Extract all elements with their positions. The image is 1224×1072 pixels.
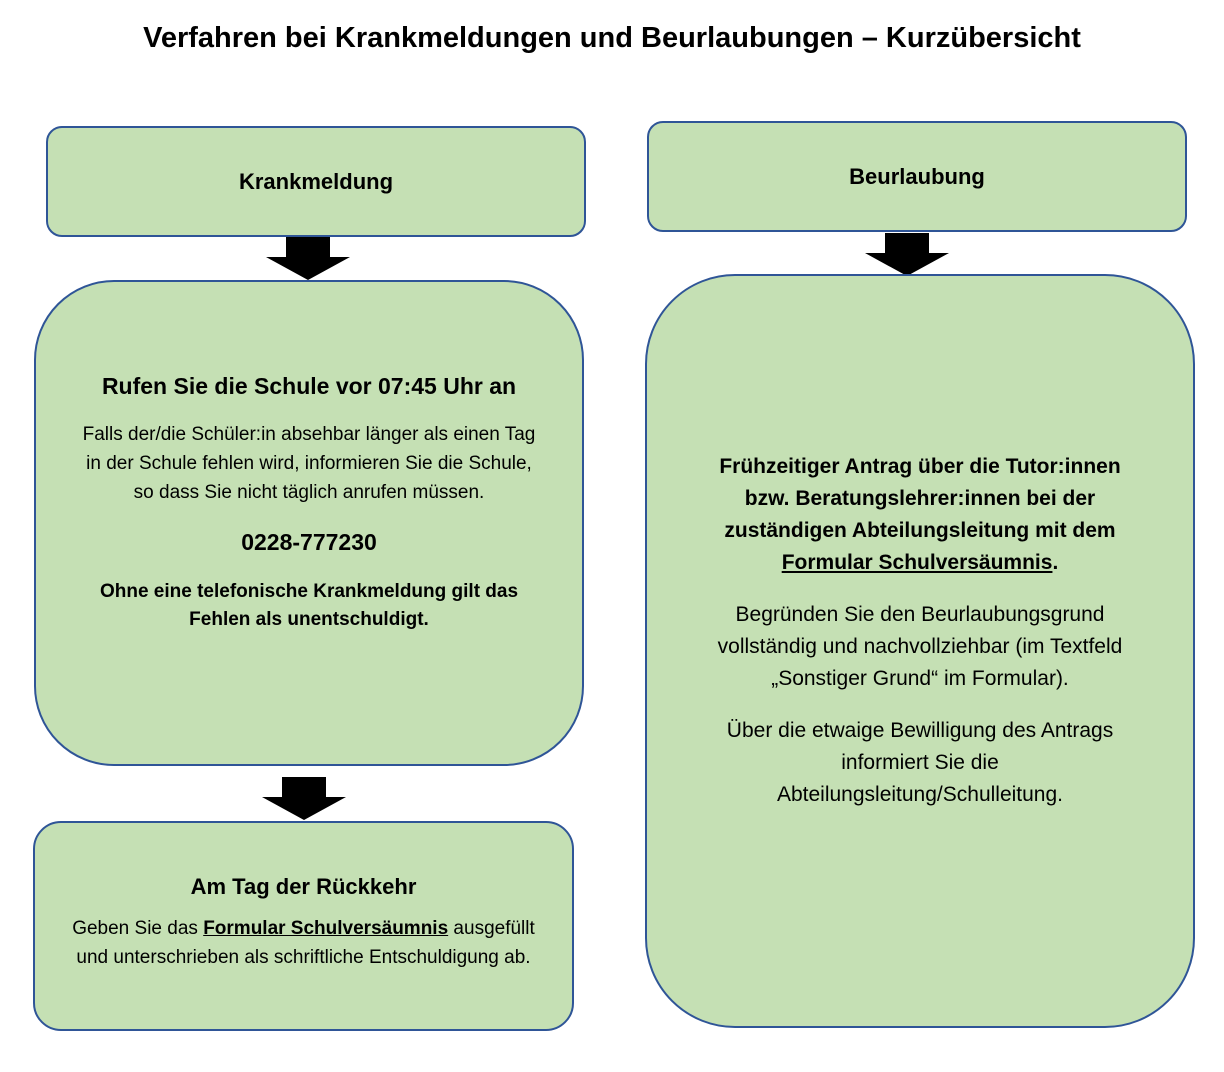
page-title: Verfahren bei Krankmeldungen und Beurlaubungen – Kurzübersicht [143,22,1081,54]
absence-info-text: Falls der/die Schüler:in absehbar länger als einen Tag in der Schule fehlen wird, informieren Sie die Schule, so dass Sie nicht täglich anrufen müssen. [82,423,536,503]
phone-number: 0228-777230 [241,528,377,555]
request-text-after: . [1052,551,1059,574]
beurlaubung-header-box [647,121,1187,232]
krankmeldung-header-label: Krankmeldung [238,168,394,194]
return-text-before: Geben Sie das [72,918,204,939]
down-arrow-icon [260,777,348,821]
call-school-heading: Rufen Sie die Schule vor 07:45 Uhr an [101,372,517,399]
unexcused-warning-text: Ohne eine telefonische Krankmeldung gilt das Fehlen als unentschuldigt. [99,580,519,630]
form-schulversaeumnis-link[interactable]: Formular Schulversäumnis [781,551,1053,574]
krankmeldung-main-box [34,280,584,766]
return-text-after: ausgefüllt und unterschrieben als schriftliche Entschuldigung ab. [76,918,535,968]
return-day-box [33,821,574,1031]
down-arrow-icon [863,233,951,277]
return-day-text [55,914,552,972]
form-schulversaeumnis-link[interactable]: Formular Schulversäumnis [203,918,449,939]
return-day-heading: Am Tag der Rückkehr [190,874,417,899]
approval-info-text: Über die etwaige Bewilligung des Antrags informiert Sie die Abteilungsleitung/Schulleitung. [726,719,1114,806]
beurlaubung-header-label: Beurlaubung [849,163,985,189]
beurlaubung-main-box [645,274,1195,1028]
request-text-before: Frühzeitiger Antrag über die Tutor:innen bzw. Beratungslehrer:innen bei der zuständigen Abteilungsleitung mit dem [719,455,1121,542]
down-arrow-icon [264,237,352,281]
leave-reason-text: Begründen Sie den Beurlaubungsgrund vollständig und nachvollziehbar (im Textfeld „Sonstiger Grund“ im Formular). [717,603,1123,690]
krankmeldung-header-box [46,126,586,237]
early-request-text [697,451,1143,579]
